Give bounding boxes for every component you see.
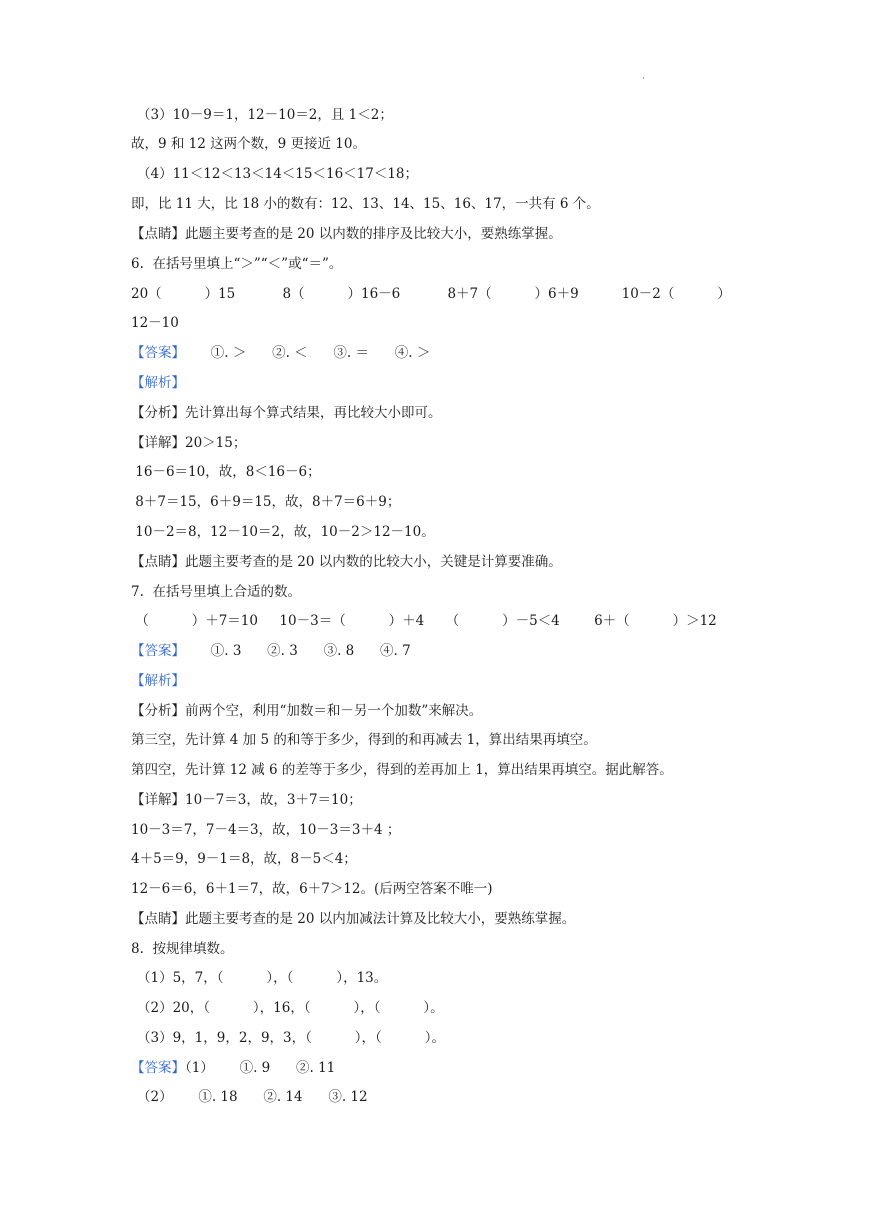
answer-text: （2） ①. 18 ②. 14 ③. 12 <box>137 1089 368 1105</box>
question-body: （1）5，7，（ ），（ ），13。 <box>137 970 388 986</box>
text-line: （4）11＜12＜13＜14＜15＜16＜17＜18； <box>137 166 419 182</box>
answer-line <box>131 641 411 661</box>
analysis-line <box>131 671 185 691</box>
question-body: （ ）＋7＝10 10－3＝（ ）＋4 （ ）－5＜4 6＋（ ）＞12 <box>131 613 717 629</box>
text-line: 12－6＝6，6＋1＝7，故，6＋7＞12。(后两空答案不唯一) <box>131 881 493 897</box>
question-body: （3）9，1，9，2，9，3，（ ），（ ）。 <box>137 1030 445 1046</box>
answer-label: 【答案】 <box>131 1060 185 1076</box>
text-line: （3）10－9＝1，12－10＝2，且 1＜2； <box>137 107 393 123</box>
text-line: 【点睛】此题主要考查的是 20 以内加减法计算及比较大小，要熟练掌握。 <box>131 911 576 927</box>
text-line: 【分析】先计算出每个算式结果，再比较大小即可。 <box>131 405 442 421</box>
answer-line <box>131 1058 335 1078</box>
answer-text: ①. ＞ ②. ＜ ③. ＝ ④. ＞ <box>185 345 431 361</box>
question-body: 12－10 <box>131 315 179 331</box>
question-title: 6. 在括号里填上“＞”“＜”或“＝”。 <box>131 256 343 272</box>
text-line: 16－6＝10，故，8＜16－6； <box>131 464 321 480</box>
text-line: 【详解】20＞15； <box>131 435 247 451</box>
text-line: 第四空，先计算 12 减 6 的差等于多少，得到的差再加上 1，算出结果再填空。据此解答。 <box>131 762 673 778</box>
text-line: 故，9 和 12 这两个数，9 更接近 10。 <box>131 136 366 152</box>
answer-text: ①. 3 ②. 3 ③. 8 ④. 7 <box>185 643 411 659</box>
analysis-line <box>131 373 185 393</box>
answer-label: 【答案】 <box>131 345 185 361</box>
text-line: 8＋7＝15，6＋9＝15，故，8＋7＝6＋9； <box>131 494 401 510</box>
text-line: 【点睛】此题主要考查的是 20 以内数的排序及比较大小，要熟练掌握。 <box>131 226 562 242</box>
question-title: 7. 在括号里填上合适的数。 <box>131 584 301 600</box>
answer-line <box>131 343 430 363</box>
text-line: 10－2＝8，12－10＝2，故，10－2＞12－10。 <box>131 524 435 540</box>
question-body: （2）20，（ ），16，（ ），（ ）。 <box>137 1000 444 1016</box>
answer-text: （1） ①. 9 ②. 11 <box>185 1060 336 1076</box>
question-body: 20（ ）15 8（ ）16－6 8＋7（ ）6＋9 10－2（ ） <box>131 286 731 302</box>
text-line: 即，比 11 大，比 18 小的数有：12、13、14、15、16、17，一共有 6 个。 <box>131 196 600 212</box>
text-line: 【分析】前两个空，利用“加数＝和－另一个加数”来解决。 <box>131 703 483 719</box>
text-line: 10－3＝7，7－4＝3，故，10－3＝3＋4 ； <box>131 822 401 838</box>
question-title: 8. 按规律填数。 <box>131 941 234 957</box>
header-mark: · <box>642 74 645 84</box>
text-line: 【详解】10－7＝3，故，3＋7＝10； <box>131 792 362 808</box>
text-line: 第三空，先计算 4 加 5 的和等于多少，得到的和再减去 1，算出结果再填空。 <box>131 732 597 748</box>
analysis-label: 【解析】 <box>131 673 185 689</box>
text-line: 【点睛】此题主要考查的是 20 以内数的比较大小，关键是计算要准确。 <box>131 554 562 570</box>
answer-label: 【答案】 <box>131 643 185 659</box>
text-line: 4＋5＝9，9－1＝8，故，8－5＜4； <box>131 851 357 867</box>
analysis-label: 【解析】 <box>131 375 185 391</box>
